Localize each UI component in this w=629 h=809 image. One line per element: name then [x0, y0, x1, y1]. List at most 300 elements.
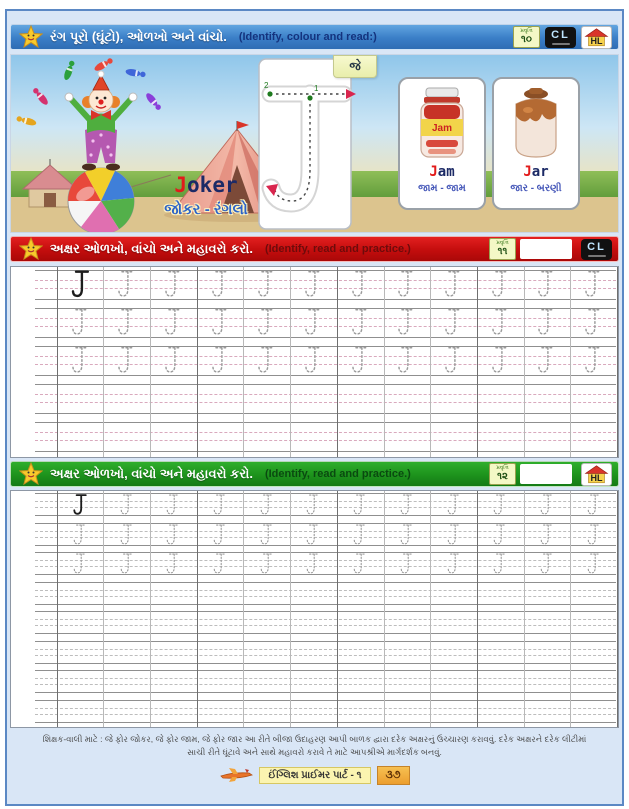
- jam-initial: J: [429, 164, 438, 180]
- jar-graphic: [508, 86, 564, 160]
- trace-letter-cell: [431, 550, 478, 580]
- dotted-letter-j: [70, 345, 92, 376]
- trace-letter-cell: [151, 267, 198, 305]
- dotted-letter-j: [163, 307, 185, 338]
- dotted-letter-j: [210, 307, 232, 338]
- dotted-letter-j: [165, 493, 182, 517]
- empty-writing-cell: [385, 668, 432, 698]
- dotted-letter-j: [303, 345, 325, 376]
- empty-writing-cell: [291, 381, 338, 419]
- trace-letter-cell: [338, 550, 385, 580]
- practice-row: [11, 491, 618, 521]
- practice-grid-2: [10, 490, 619, 728]
- hl-label: HL: [590, 35, 603, 46]
- airplane-icon: [219, 766, 253, 784]
- empty-writing-cell: [104, 668, 151, 698]
- dotted-letter-j: [446, 523, 463, 547]
- empty-writing-cell: [385, 698, 432, 728]
- empty-writing-cell: [431, 639, 478, 669]
- empty-writing-cell: [151, 609, 198, 639]
- trace-letter-cell: [244, 491, 291, 521]
- dotted-letter-j: [256, 307, 278, 338]
- trace-letter-cell: [291, 491, 338, 521]
- trace-letter-cell: [525, 491, 572, 521]
- star-icon: [19, 237, 43, 261]
- dotted-letter-j: [443, 307, 465, 338]
- hl-badge: [581, 463, 612, 486]
- trace-letter-cell: [431, 267, 478, 305]
- trace-letter-cell: [104, 343, 151, 381]
- joker-gujarati: જોકર - રંગલો: [164, 201, 248, 218]
- trace-letter-cell: [385, 305, 432, 343]
- solid-letter-j: [72, 493, 89, 517]
- stroke-number-1: 1: [314, 84, 319, 93]
- empty-writing-cell: [571, 668, 618, 698]
- empty-writing-cell: [104, 639, 151, 669]
- empty-writing-cell: [385, 381, 432, 419]
- practice-row: [11, 419, 618, 457]
- empty-writing-cell: [571, 381, 618, 419]
- empty-writing-cell: [291, 668, 338, 698]
- red-instruction-band: [10, 236, 619, 262]
- empty-writing-cell: [385, 419, 432, 457]
- empty-writing-cell: [478, 639, 525, 669]
- dotted-letter-j: [259, 493, 276, 517]
- trace-letter-cell: [291, 305, 338, 343]
- dotted-letter-j: [303, 307, 325, 338]
- empty-writing-cell: [244, 668, 291, 698]
- empty-writing-cell: [104, 580, 151, 610]
- dotted-letter-j: [210, 345, 232, 376]
- empty-writing-cell: [525, 668, 572, 698]
- dotted-letter-j: [586, 552, 603, 576]
- trace-letter-cell: [58, 550, 105, 580]
- dotted-letter-j: [536, 307, 558, 338]
- dotted-letter-j: [586, 493, 603, 517]
- trace-letter-cell: [478, 343, 525, 381]
- trace-letter-cell: [291, 521, 338, 551]
- trace-letter-cell: [385, 521, 432, 551]
- illustration-scene: [10, 54, 619, 233]
- practice-row: [11, 580, 618, 610]
- empty-writing-cell: [338, 668, 385, 698]
- dotted-letter-j: [256, 269, 278, 300]
- dotted-letter-j: [119, 493, 136, 517]
- practice-row: [11, 698, 618, 728]
- empty-writing-cell: [58, 419, 105, 457]
- trace-letter-cell: [58, 305, 105, 343]
- dotted-letter-j: [352, 493, 369, 517]
- trace-letter-cell: [244, 267, 291, 305]
- trace-letter-cell: [151, 343, 198, 381]
- trace-letter-cell: [198, 267, 245, 305]
- empty-writing-cell: [431, 580, 478, 610]
- jam-label-text: Jam: [431, 123, 453, 134]
- dotted-letter-j: [70, 307, 92, 338]
- empty-writing-cell: [244, 609, 291, 639]
- trace-letter-cell: [338, 343, 385, 381]
- trace-letter-cell: [244, 521, 291, 551]
- empty-writing-cell: [151, 580, 198, 610]
- empty-writing-cell: [431, 609, 478, 639]
- empty-writing-cell: [104, 419, 151, 457]
- header-instruction-gujarati: રંગ પૂરો (ઘૂંટો), ઓળખો અને વાંચો.: [50, 29, 227, 44]
- dotted-letter-j: [165, 552, 182, 576]
- empty-writing-cell: [58, 668, 105, 698]
- empty-writing-cell: [104, 698, 151, 728]
- empty-writing-cell: [291, 639, 338, 669]
- trace-letter-cell: [198, 305, 245, 343]
- teacher-note: [14, 733, 615, 759]
- trace-letter-cell: [431, 521, 478, 551]
- empty-writing-cell: [571, 419, 618, 457]
- trace-letter-cell: [525, 305, 572, 343]
- trace-letter-cell: [431, 343, 478, 381]
- dotted-letter-j: [305, 493, 322, 517]
- sticky-note: જે: [333, 55, 377, 78]
- practice-row: [11, 305, 618, 343]
- teacher-note-line1: શિક્ષક-વાલી માટે : જે ફોર જોકર, જે ફોર જામ, જે ફોર જાર આ રીતે બીજા ઉદાહરણ આપી બાળક દ્વારા દરેક અક્ષરનું ઉચ્ચારણ કરાવવું. દરેક અક્ષરને દરેક લીટીમાં: [42, 734, 587, 744]
- empty-writing-cell: [291, 698, 338, 728]
- dotted-letter-j: [165, 523, 182, 547]
- trace-letter-cell: [58, 267, 105, 305]
- practice-row: [11, 609, 618, 639]
- letter-j-trace-graphic: [258, 58, 360, 231]
- dotted-letter-j: [399, 523, 416, 547]
- trace-letter-cell: [198, 550, 245, 580]
- jam-gujarati: જામ - જામ: [418, 183, 466, 194]
- empty-writing-cell: [198, 381, 245, 419]
- dotted-letter-j: [539, 552, 556, 576]
- trace-letter-cell: [198, 343, 245, 381]
- dotted-letter-j: [350, 345, 372, 376]
- trace-letter-cell: [104, 521, 151, 551]
- dotted-letter-j: [119, 523, 136, 547]
- trace-letter-cell: [338, 521, 385, 551]
- activity-label: પ્રવૃત્તિ: [496, 465, 509, 472]
- trace-letter-cell: [571, 343, 618, 381]
- dotted-letter-j: [539, 493, 556, 517]
- activity-number: ૧૧: [497, 245, 508, 257]
- empty-writing-cell: [431, 381, 478, 419]
- empty-writing-cell: [525, 609, 572, 639]
- trace-letter-cell: [151, 305, 198, 343]
- cl-label: CL: [587, 240, 606, 253]
- red-band-english: (Identify, read and practice.): [264, 243, 411, 255]
- empty-writing-cell: [338, 698, 385, 728]
- empty-writing-cell: [198, 668, 245, 698]
- empty-writing-cell: [291, 419, 338, 457]
- row-margin: [11, 267, 58, 305]
- badge-gap: [520, 464, 572, 484]
- practice-row: [11, 639, 618, 669]
- hl-label: HL: [590, 472, 603, 483]
- trace-letter-cell: [244, 305, 291, 343]
- dotted-letter-j: [212, 523, 229, 547]
- jam-word: [429, 164, 454, 180]
- empty-writing-cell: [244, 698, 291, 728]
- dotted-letter-j: [396, 307, 418, 338]
- trace-letter-cell: [525, 267, 572, 305]
- dotted-letter-j: [399, 552, 416, 576]
- joker-initial: J: [174, 173, 188, 197]
- empty-writing-cell: [151, 639, 198, 669]
- empty-writing-cell: [198, 639, 245, 669]
- trace-letter-cell: [198, 491, 245, 521]
- empty-writing-cell: [198, 580, 245, 610]
- dotted-letter-j: [212, 493, 229, 517]
- trace-letter-cell: [244, 343, 291, 381]
- green-band-gujarati: અક્ષર ઓળખો, વાંચો અને મહાવરો કરો.: [50, 466, 253, 481]
- empty-writing-cell: [525, 698, 572, 728]
- empty-writing-cell: [385, 639, 432, 669]
- activity-label: પ્રવૃત્તિ: [520, 28, 533, 35]
- activity-label: પ્રવૃત્તિ: [496, 240, 509, 247]
- empty-writing-cell: [385, 580, 432, 610]
- empty-writing-cell: [338, 419, 385, 457]
- dotted-letter-j: [350, 269, 372, 300]
- dotted-letter-j: [583, 345, 605, 376]
- dotted-letter-j: [490, 269, 512, 300]
- empty-writing-cell: [151, 419, 198, 457]
- teacher-note-line2: સાચી રીતે ઘૂંટાવે અને સાથે મહાવરો કરાવે તે માટે આપશ્રીએ માર્ગદર્શક બનવું.: [187, 746, 442, 757]
- jam-rest: am: [437, 164, 455, 180]
- practice-row: [11, 668, 618, 698]
- empty-writing-cell: [338, 609, 385, 639]
- trace-letter-cell: [385, 343, 432, 381]
- trace-letter-cell: [338, 305, 385, 343]
- dotted-letter-j: [303, 269, 325, 300]
- activity-badge: [513, 26, 540, 48]
- trace-letter-cell: [571, 491, 618, 521]
- empty-writing-cell: [431, 419, 478, 457]
- trace-letter-cell: [571, 267, 618, 305]
- jar-rest: ar: [531, 164, 549, 180]
- letter-tracing-panel: [258, 58, 360, 231]
- trace-letter-cell: [338, 491, 385, 521]
- empty-writing-cell: [431, 698, 478, 728]
- trace-letter-cell: [104, 305, 151, 343]
- empty-writing-cell: [525, 580, 572, 610]
- dotted-letter-j: [352, 552, 369, 576]
- trace-letter-cell: [478, 491, 525, 521]
- trace-letter-cell: [291, 550, 338, 580]
- practice-row: [11, 267, 618, 305]
- dotted-letter-j: [352, 523, 369, 547]
- dotted-letter-j: [350, 307, 372, 338]
- trace-letter-cell: [151, 521, 198, 551]
- trace-letter-cell: [571, 550, 618, 580]
- dotted-letter-j: [490, 307, 512, 338]
- jar-card: [492, 77, 580, 210]
- activity-badge: [489, 463, 516, 485]
- dotted-letter-j: [305, 523, 322, 547]
- trace-letter-cell: [571, 521, 618, 551]
- trace-letter-cell: [151, 550, 198, 580]
- dotted-letter-j: [492, 523, 509, 547]
- empty-writing-cell: [58, 580, 105, 610]
- dotted-letter-j: [163, 269, 185, 300]
- star-icon: [19, 25, 43, 49]
- page-number: ૩૭: [377, 766, 410, 785]
- trace-letter-cell: [58, 491, 105, 521]
- empty-writing-cell: [104, 381, 151, 419]
- trace-letter-cell: [478, 305, 525, 343]
- trace-letter-cell: [478, 550, 525, 580]
- dotted-letter-j: [539, 523, 556, 547]
- row-margin: [11, 491, 58, 521]
- empty-writing-cell: [571, 639, 618, 669]
- empty-writing-cell: [151, 668, 198, 698]
- empty-writing-cell: [571, 698, 618, 728]
- row-margin: [11, 521, 58, 551]
- solid-letter-j: [70, 269, 92, 300]
- dotted-letter-j: [119, 552, 136, 576]
- empty-writing-cell: [525, 381, 572, 419]
- dotted-letter-j: [116, 307, 138, 338]
- dotted-letter-j: [396, 345, 418, 376]
- empty-writing-cell: [431, 668, 478, 698]
- dotted-letter-j: [72, 523, 89, 547]
- footer-bar: [0, 762, 629, 788]
- dotted-letter-j: [536, 269, 558, 300]
- empty-writing-cell: [525, 419, 572, 457]
- trace-letter-cell: [431, 305, 478, 343]
- trace-letter-cell: [385, 267, 432, 305]
- trace-letter-cell: [151, 491, 198, 521]
- empty-writing-cell: [244, 381, 291, 419]
- empty-writing-cell: [244, 639, 291, 669]
- stroke-number-2: 2: [264, 81, 269, 90]
- dotted-letter-j: [256, 345, 278, 376]
- empty-writing-cell: [338, 639, 385, 669]
- empty-writing-cell: [244, 419, 291, 457]
- dotted-letter-j: [446, 493, 463, 517]
- dotted-letter-j: [72, 552, 89, 576]
- empty-writing-cell: [198, 609, 245, 639]
- empty-writing-cell: [571, 580, 618, 610]
- badge-gap: [520, 239, 572, 259]
- empty-writing-cell: [198, 419, 245, 457]
- practice-row: [11, 381, 618, 419]
- jam-jar-graphic: [414, 86, 470, 160]
- row-margin: [11, 305, 58, 343]
- joker-rest: oker: [187, 173, 238, 197]
- trace-letter-cell: [525, 343, 572, 381]
- jar-gujarati: જાર - બરણી: [510, 183, 562, 194]
- trace-letter-cell: [478, 267, 525, 305]
- row-margin: [11, 609, 58, 639]
- empty-writing-cell: [291, 580, 338, 610]
- practice-row: [11, 550, 618, 580]
- empty-writing-cell: [104, 609, 151, 639]
- empty-writing-cell: [58, 698, 105, 728]
- jar-initial: J: [523, 164, 532, 180]
- trace-letter-cell: [525, 550, 572, 580]
- empty-writing-cell: [244, 580, 291, 610]
- empty-writing-cell: [571, 609, 618, 639]
- dotted-letter-j: [583, 269, 605, 300]
- empty-writing-cell: [478, 419, 525, 457]
- dotted-letter-j: [492, 552, 509, 576]
- jam-card: [398, 77, 486, 210]
- row-margin: [11, 698, 58, 728]
- dotted-letter-j: [210, 269, 232, 300]
- trace-letter-cell: [58, 343, 105, 381]
- trace-letter-cell: [104, 550, 151, 580]
- empty-writing-cell: [478, 381, 525, 419]
- trace-letter-cell: [338, 267, 385, 305]
- trace-letter-cell: [58, 521, 105, 551]
- dotted-letter-j: [305, 552, 322, 576]
- trace-letter-cell: [198, 521, 245, 551]
- row-margin: [11, 419, 58, 457]
- series-title: ઈંગ્લિશ પ્રાઈમર પાર્ટ - ૧: [259, 767, 370, 784]
- practice-row: [11, 343, 618, 381]
- empty-writing-cell: [151, 381, 198, 419]
- dotted-letter-j: [399, 493, 416, 517]
- empty-writing-cell: [58, 381, 105, 419]
- dotted-letter-j: [446, 552, 463, 576]
- activity-badge: [489, 238, 516, 260]
- empty-writing-cell: [478, 698, 525, 728]
- cl-badge: [545, 27, 576, 48]
- practice-grid-1: [10, 266, 619, 458]
- row-margin: [11, 343, 58, 381]
- trace-letter-cell: [385, 550, 432, 580]
- row-margin: [11, 668, 58, 698]
- dotted-letter-j: [163, 345, 185, 376]
- trace-letter-cell: [525, 521, 572, 551]
- red-band-gujarati: અક્ષર ઓળખો, વાંચો અને મહાવરો કરો.: [50, 241, 253, 256]
- trace-letter-cell: [291, 343, 338, 381]
- empty-writing-cell: [478, 580, 525, 610]
- row-margin: [11, 639, 58, 669]
- cl-label: CL: [551, 28, 570, 41]
- trace-letter-cell: [431, 491, 478, 521]
- activity-number: ૧૨: [497, 470, 508, 482]
- empty-writing-cell: [338, 381, 385, 419]
- empty-writing-cell: [58, 609, 105, 639]
- star-icon: [19, 462, 43, 486]
- row-margin: [11, 550, 58, 580]
- empty-writing-cell: [291, 609, 338, 639]
- trace-letter-cell: [104, 491, 151, 521]
- empty-writing-cell: [151, 698, 198, 728]
- joker-word: [141, 173, 271, 197]
- header-band: [10, 24, 619, 50]
- dotted-letter-j: [490, 345, 512, 376]
- dotted-letter-j: [396, 269, 418, 300]
- dotted-letter-j: [259, 552, 276, 576]
- dotted-letter-j: [586, 523, 603, 547]
- trace-letter-cell: [291, 267, 338, 305]
- trace-letter-cell: [244, 550, 291, 580]
- dotted-letter-j: [116, 345, 138, 376]
- dotted-letter-j: [212, 552, 229, 576]
- activity-number: ૧૦: [521, 33, 532, 45]
- dotted-letter-j: [492, 493, 509, 517]
- empty-writing-cell: [525, 639, 572, 669]
- dotted-letter-j: [116, 269, 138, 300]
- practice-row: [11, 521, 618, 551]
- hl-badge: [581, 26, 612, 49]
- joker-label: [141, 173, 271, 218]
- empty-writing-cell: [198, 698, 245, 728]
- empty-writing-cell: [58, 639, 105, 669]
- empty-writing-cell: [385, 609, 432, 639]
- dotted-letter-j: [583, 307, 605, 338]
